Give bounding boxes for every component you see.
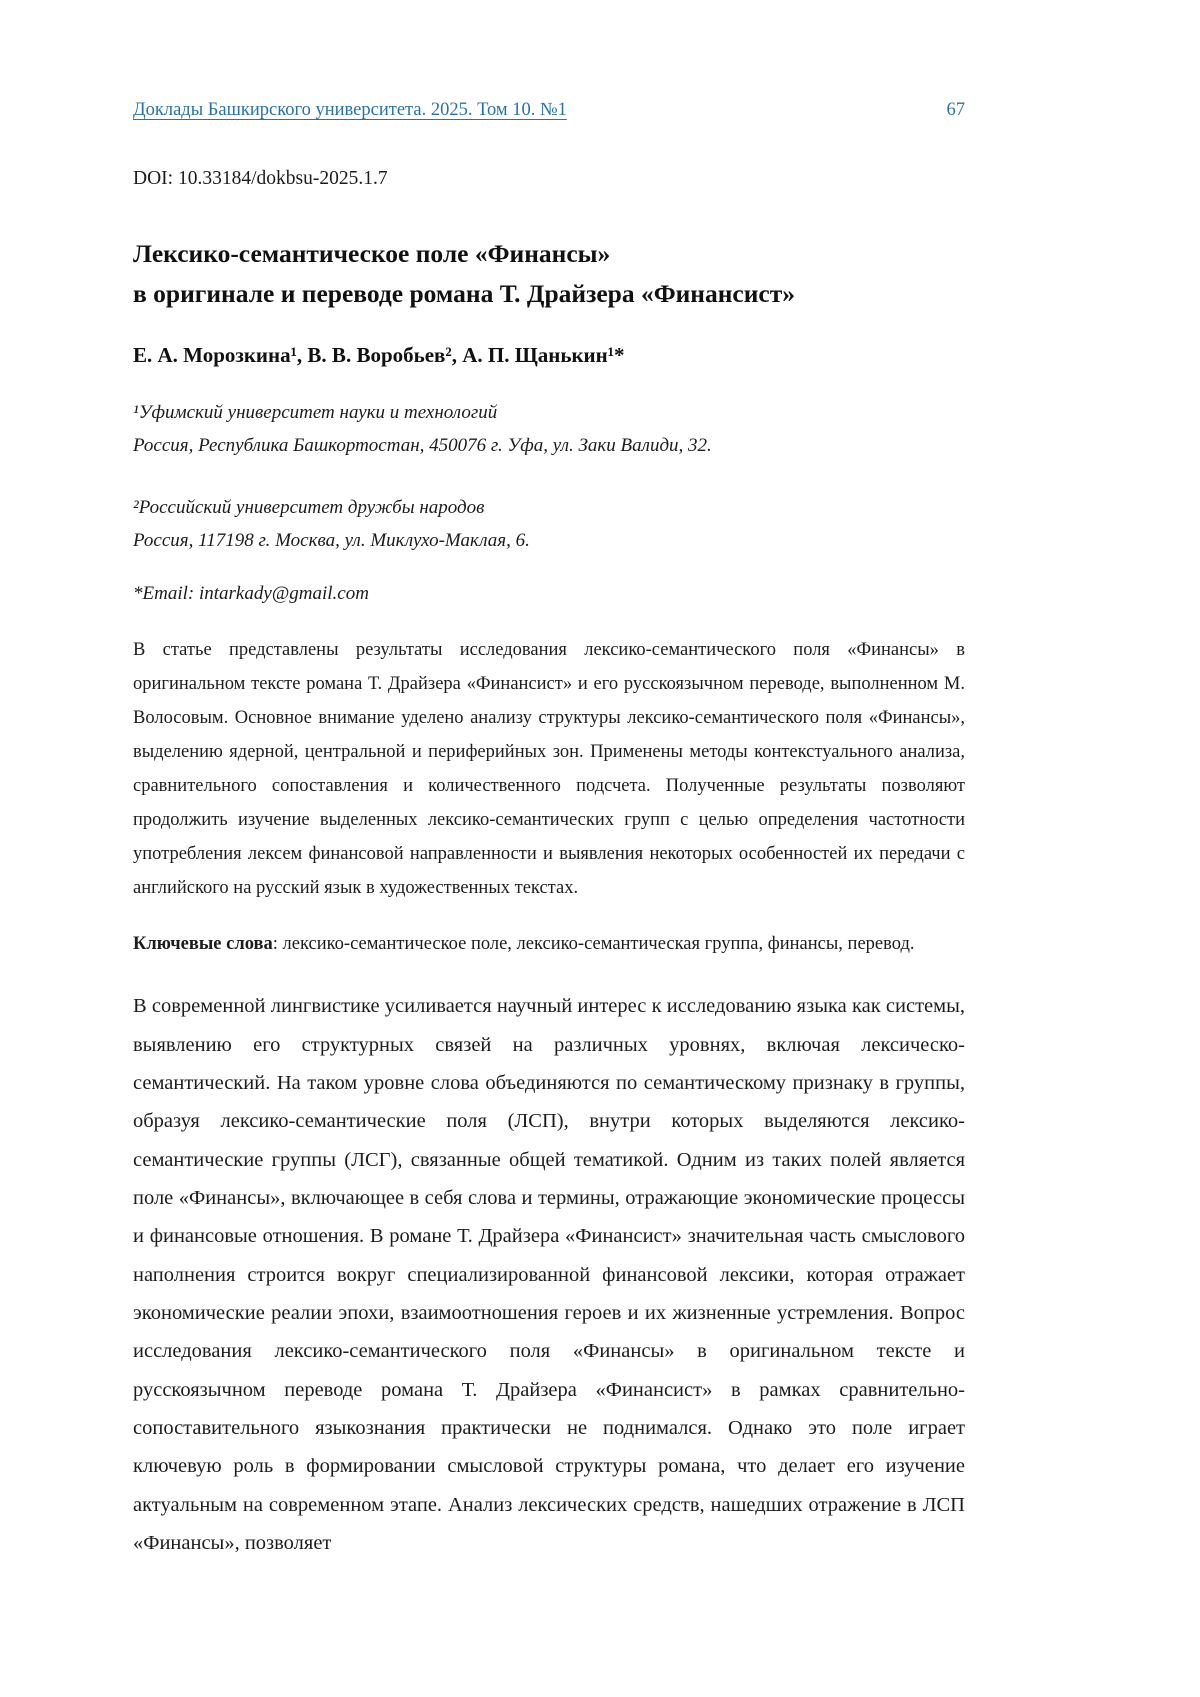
keywords-paragraph	[133, 927, 965, 961]
abstract-paragraph: В статье представлены результаты исследования лексико-семантического поля «Финансы» в оригинальном тексте романа Т. Драйзера «Финансист» и его русскоязычном переводе, выполненном М. Волосовым. Основное внимание уделено анализу структуры лексико-семантического поля «Финансы», выделению ядерной, центральной и периферийных зон. Применены методы контекстуального анализа, сравнительного сопоставления и количественного подсчета. Полученные результаты позволяют продолжить изучение выделенных лексико-семантических групп с целью определения частотности употребления лексем финансовой направленности и выявления некоторых особенностей их передачи с английского на русский язык в художественных текстах.	[133, 640, 965, 899]
page-number: 67	[946, 100, 965, 120]
affiliation-1	[133, 396, 965, 463]
affiliation-2	[133, 491, 965, 558]
running-header	[133, 98, 965, 122]
keywords-text: : лексико-семантическое поле, лексико-семантическая группа, финансы, перевод.	[272, 934, 915, 955]
corresponding-email: *Email: intarkady@gmail.com	[133, 583, 369, 605]
article-title-line-1: Лексико-семантическое поле «Финансы»	[133, 239, 611, 269]
body-paragraph: В современной лингвистике усиливается научный интерес к исследованию языка как системы, выявлению его структурных связей на различных уровнях, включая лексическо-семантический. На таком уровне слова объединяются по семантическому признаку в группы, образуя лексико-семантические поля (ЛСП), внутри которых выделяются лексико-семантические группы (ЛСГ), связанные общей тематикой. Одним из таких полей является поле «Финансы», включающее в себя слова и термины, отражающие экономические процессы и финансовые отношения. В романе Т. Драйзера «Финансист» значительная часть смыслового наполнения строится вокруг специализированной финансовой лексики, которая отражает экономические реалии эпохи, взаимоотношения героев и их жизненные устремления. Вопрос исследования лексико-семантического поля «Финансы» в оригинальном тексте и русскоязычном переводе романа Т. Драйзера «Финансист» в рамках сравнительно-сопоставительного языкознания практически не поднимался. Однако это поле играет ключевую роль в формировании смысловой структуры романа, что делает его изучение актуальным на современном этапе. Анализ лексических средств, нашедших отражение в ЛСП «Финансы», позволяет	[133, 995, 965, 1554]
doi-line: DOI: 10.33184/dokbsu-2025.1.7	[133, 168, 388, 190]
affiliation-2-address: Россия, 117198 г. Москва, ул. Миклухо-Маклая, 6.	[133, 529, 530, 551]
journal-reference: Доклады Башкирского университета. 2025. Том 10. №1	[133, 100, 567, 120]
authors-line: Е. А. Морозкина¹, В. В. Воробьев², А. П. Щанькин¹*	[133, 343, 625, 368]
affiliation-1-name: ¹Уфимский университет науки и технологий	[133, 402, 498, 424]
article-title	[133, 234, 965, 313]
affiliation-2-name: ²Российский университет дружбы народов	[133, 496, 485, 518]
article-title-line-2: в оригинале и переводе романа Т. Драйзера «Финансист»	[133, 278, 796, 308]
affiliation-1-address: Россия, Республика Башкортостан, 450076 г. Уфа, ул. Заки Валиди, 32.	[133, 435, 712, 457]
keywords-label: Ключевые слова	[133, 934, 273, 955]
